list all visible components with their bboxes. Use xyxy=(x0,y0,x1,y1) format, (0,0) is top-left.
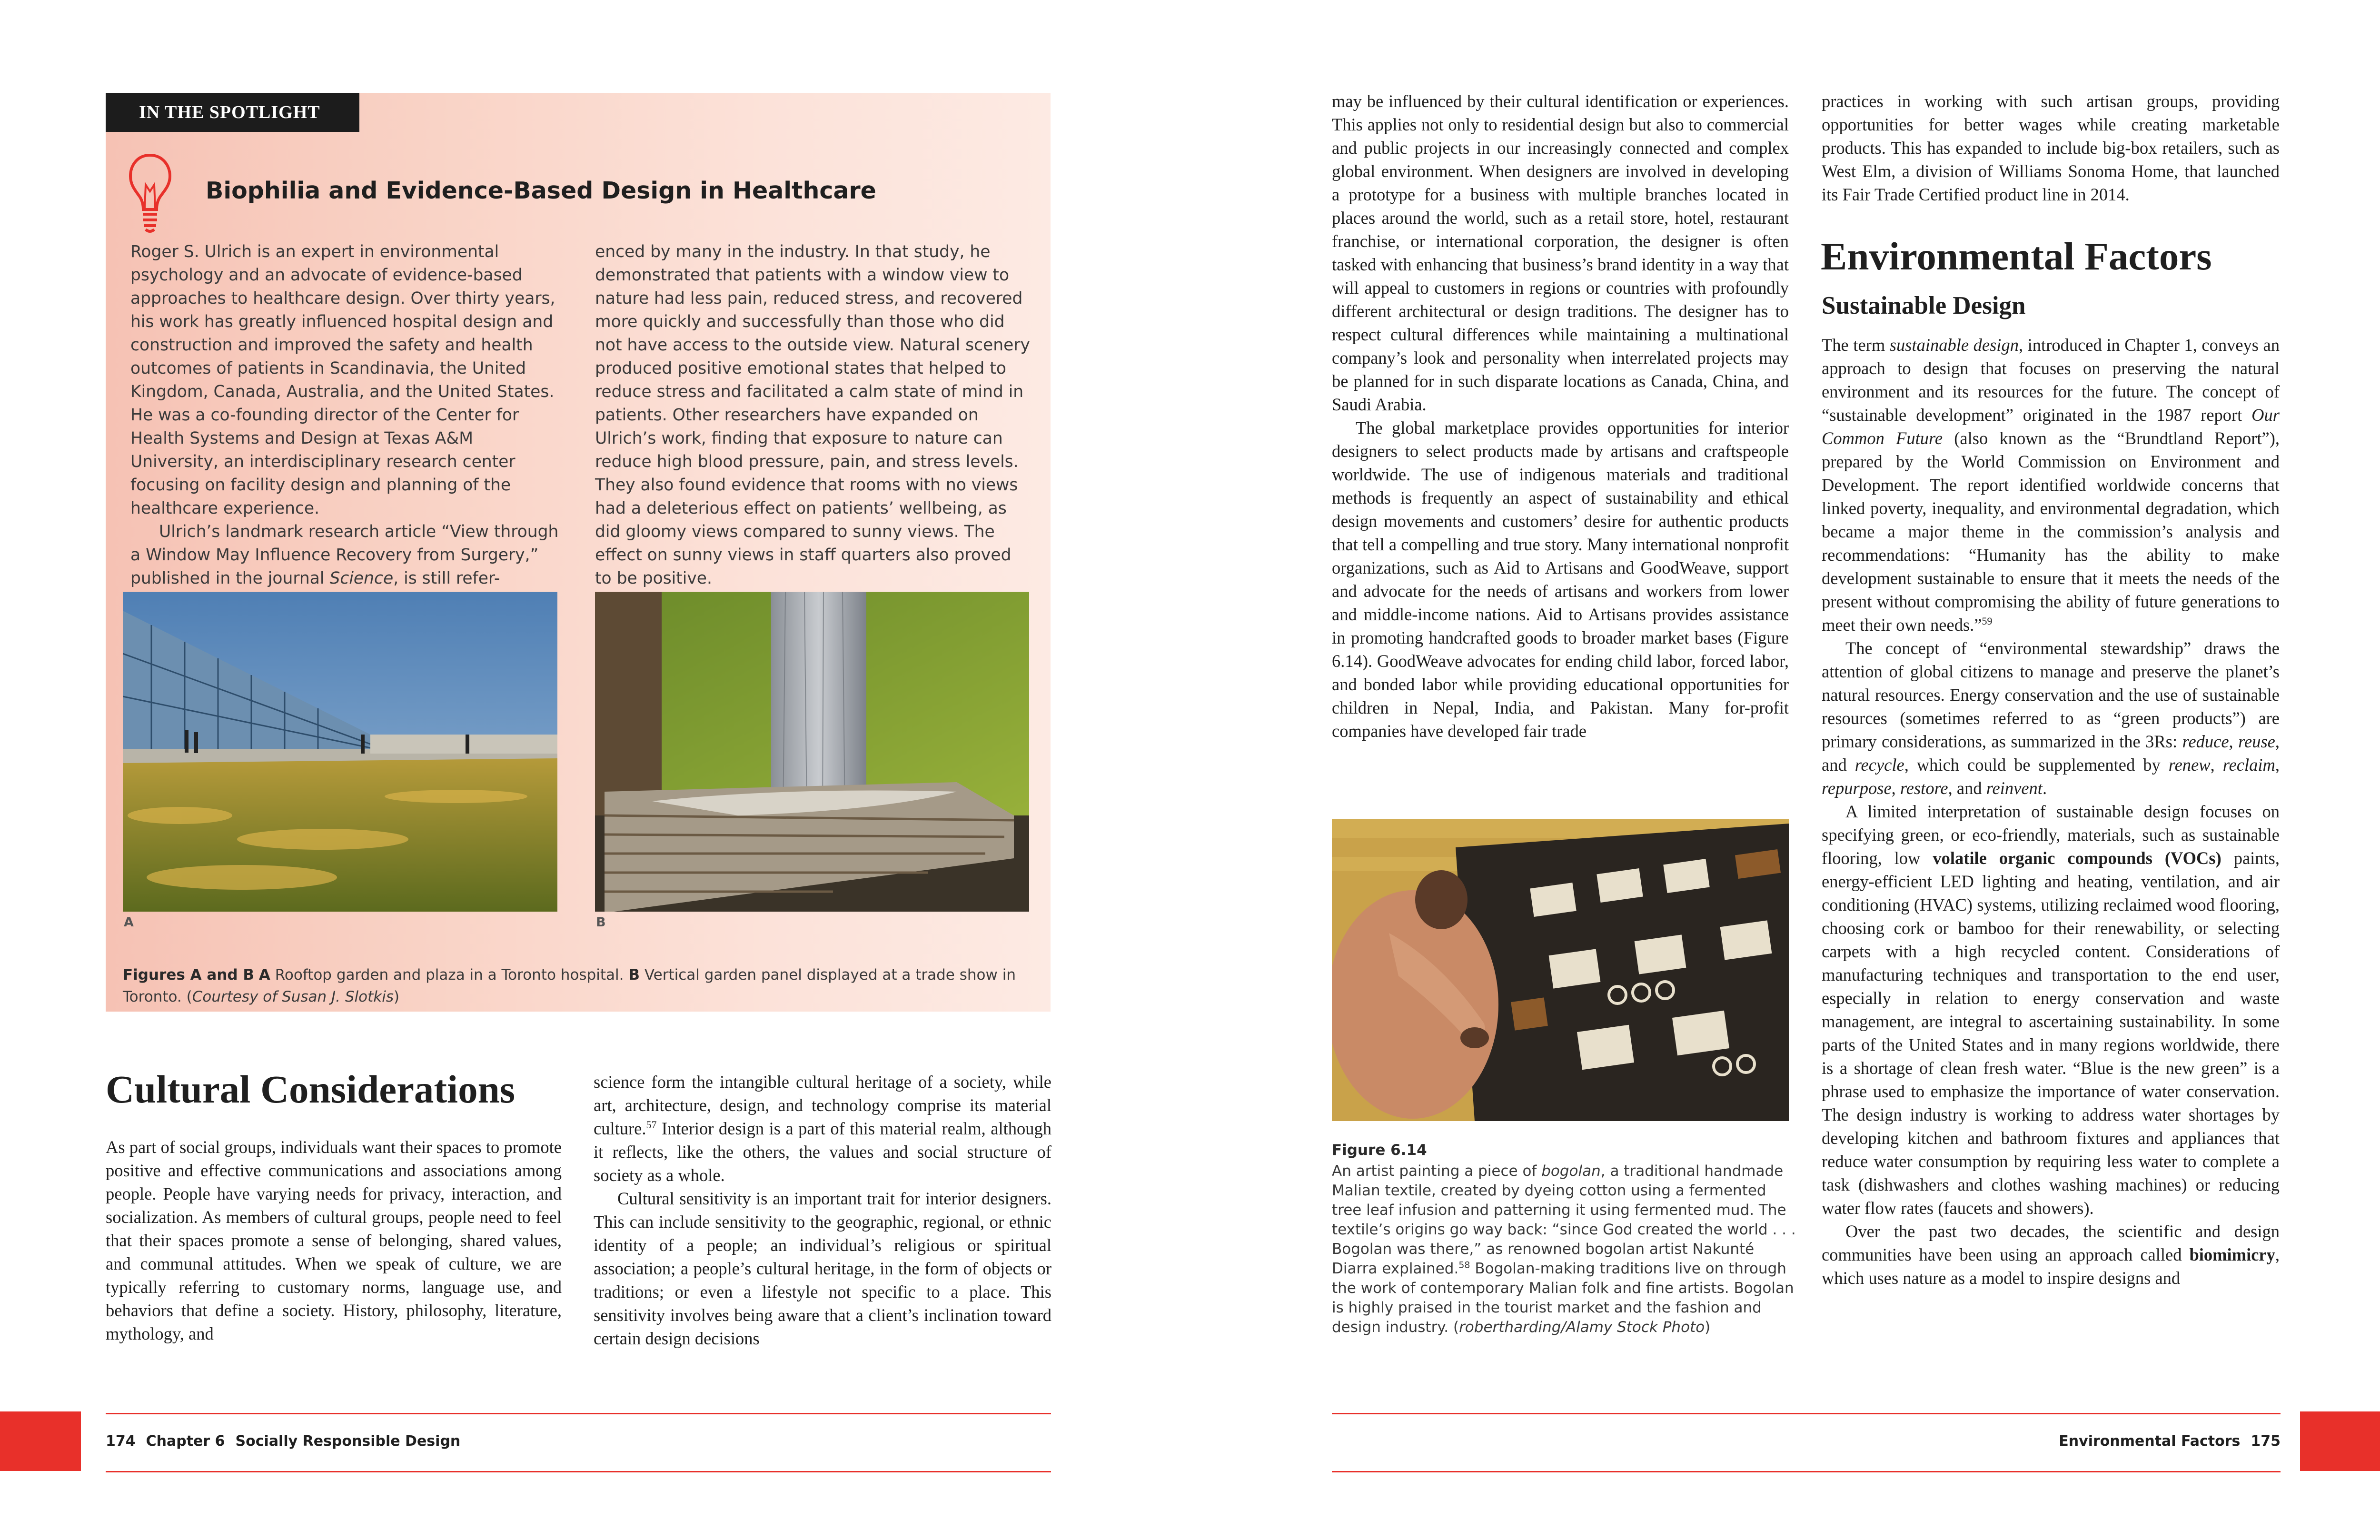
sustainable-paragraph-3: A limited interpretation of sustainable design focuses on specifying green, or eco-friendly, materials, such as sustainable flooring, low volatile organic compounds (VOCs) paints, energy-efficient LED lighting and heating, ventilation, and air conditioning (HVAC) systems, utilizing reclaimed wood flooring, choosing cork or bamboo for their renewability, or selecting carpets with a high recycled content. Considerations of manufacturing techniques and transportation to the end user, especially in relation to energy conservation and waste management, are integral to ascertaining sustainability. In some parts of the United States and in many regions worldwide, there is a shortage of clean fresh water. “Blue is the new green” is a phrase used to emphasize the importance of water conservation. The design industry is working to address water shortages by developing kitchen and bathroom fixtures and appliances that reduce water consumption by requiring less water to complete a task (dishwashers and clothes washing machines) or reducing water flow rates (faucets and showers). xyxy=(1822,802,2280,1218)
sustainable-paragraph-2: The concept of “environmental stewardship” draws the attention of global citizens to manage and preserve the planet’s natural resources. Energy conservation and the use of sustainable resources (sometimes referred to as “green products”) are primary considerations, as summarized in the 3Rs: reduce, reuse, and recycle, which could be supplemented by renew, reclaim, repurpose, restore, and reinvent. xyxy=(1822,638,2280,798)
spotlight-caption: Figures A and B A Rooftop garden and plaza in a Toronto hospital. B Vertical garden panel displayed at a trade show in Toronto. (Courtesy of Susan J. Slotkis) xyxy=(123,966,1016,1005)
figure-6-14-label: Figure 6.14 xyxy=(1332,1142,1427,1159)
heading-cultural-considerations: Cultural Considerations xyxy=(106,1067,516,1111)
figure-6-14-caption: An artist painting a piece of bogolan, a traditional handmade Malian textile, created by dyeing cotton using a fermented tree leaf infusion and patterning it using fermented mud. The textile’s origins go way back: “since God created the world . . . Bogolan was there,” as renowned bogolan artist Nakunté Diarra explained.$^{58}$ Bogolan-making traditions live on through the work of contemporary Malian folk and fine artists. Bogolan is highly praised in the tourist market and the fashion and design industry. (robertharding/Alamy Stock Photo) xyxy=(1332,1162,1796,1336)
photo-label-b: B xyxy=(596,915,606,930)
sustainable-paragraph-1: The term sustainable design, introduced in Chapter 1, conveys an approach to design that focuses on preserving the natural environment and its resources for the future. The concept of “sustainable development” originated in the 1987 report Our Common Future (also known as the “Brundtland Report”), prepared by the World Commission on Environment and Development. The report identified worldwide concerns that linked poverty, inequality, and environmental degradation, which became a major theme in the commission’s analysis and recommendations: “Humanity has the ability to make development sustainable to ensure that it meets the needs of the present without compromising the ability of future generations to meet their own needs.”$^{59}$ xyxy=(1822,335,2280,635)
footer-rule-bottom-left xyxy=(106,1471,1051,1472)
photo-bogolan-artist xyxy=(1332,819,1789,1121)
right-column-2-sustainable xyxy=(1822,333,2280,1290)
sustainable-paragraph-4: Over the past two decades, the scientific and design communities have been using an approach called biomimicry, which uses nature as a model to inspire designs and xyxy=(1822,1222,2280,1288)
photo-rooftop-garden xyxy=(123,592,557,912)
heading-sustainable-design: Sustainable Design xyxy=(1822,292,2026,319)
photo-label-a: A xyxy=(124,915,134,930)
footer-rule-top-left xyxy=(106,1413,1051,1414)
right-column-1 xyxy=(1332,89,1789,743)
spotlight-column-2 xyxy=(595,240,1033,590)
footer-rule-bottom-right xyxy=(1332,1471,2281,1472)
cultural-paragraph-1-start: As part of social groups, individuals want their spaces to promote positive and effective communications and associations among people. People have varying needs for privacy, interaction, and socialization. As members of cultural groups, people need to feel that their spaces promote a sense of belonging, shared values, and communal attitudes. When we speak of culture, we are typically referring to customary norms, language use, and behaviors that define a society. History, philosophy, literature, mythology, and xyxy=(106,1137,562,1343)
right-column-2-top xyxy=(1822,89,2280,206)
spotlight-column-1 xyxy=(130,240,561,590)
photo-vertical-garden xyxy=(595,592,1029,912)
footer-rule-top-right xyxy=(1332,1413,2281,1414)
cultural-paragraph-2: Cultural sensitivity is an important trait for interior designers. This can include sensitivity to the geographic, regional, or ethnic identity of a people; an individual’s religious or spiritual association; a people’s cultural heritage, in the form of objects or traditions; or even a lifestyle not specific to a place. This sensitivity involves being aware that a client’s inclination toward certain design decisions xyxy=(594,1189,1051,1348)
footer-folio-right: Environmental Factors 175 xyxy=(2059,1433,2281,1450)
spotlight-paragraph-2-start: Ulrich’s landmark research article “View through a Window May Influence Recovery from Surgery,” published in the journal Science, is still refer- xyxy=(130,522,559,588)
spotlight-paragraph-1: Roger S. Ulrich is an expert in environmental psychology and an advocate of evidence-based approaches to healthcare design. Over thirty years, his work has greatly influenced hospital design and construction and improved the safety and health outcomes of patients in Scandinavia, the United Kingdom, Canada, Australia, and the United States. He was a co-founding director of the Center for Health Systems and Design at Texas A&M University, an interdisciplinary research center focusing on facility design and planning of the healthcare experience. xyxy=(130,242,555,518)
cultural-paragraph-1-end: science form the intangible cultural heritage of a society, while art, architecture, design, and technology comprise its material culture.$^{57}$ Interior design is a part of this material realm, although it reflects, like the others, the values and social structure of society as a whole. xyxy=(594,1072,1051,1185)
right-paragraph-1: may be influenced by their cultural identification or experiences. This applies not only to residential design but also to commercial and public projects in our increasingly connected and complex global environment. When designers are involved in developing a prototype for a business with multiple branches located in places around the world, such as a retail store, hotel, restaurant franchise, or international corporation, the designer is often tasked with enhancing that business’s brand identity in a way that will appeal to customers in regions or countries with profoundly different architectural or design traditions. The designer has to respect cultural differences while maintaining a multinational company’s look and personality when interrelated projects may be planned for in such disparate locations as Canada, China, and Saudi Arabia. xyxy=(1332,91,1789,414)
lightbulb-icon xyxy=(128,151,173,235)
cultural-column-2 xyxy=(594,1070,1051,1350)
footer-folio-left: 174 Chapter 6 Socially Responsible Design xyxy=(106,1433,461,1450)
right-paragraph-2: The global marketplace provides opportunities for interior designers to select products made by artisans and craftspeople worldwide. The use of indigenous materials and traditional methods is frequently an aspect of sustainability and ethical design movements and customers’ desire for authentic products that tell a compelling and true story. Many international nonprofit organizations, such as Aid to Artisans and GoodWeave, support and advocate for the needs of artisans and workers from lower and middle-income nations. Aid to Artisans provides assistance in promoting handcrafted goods to broader market bases (Figure 6.14). GoodWeave advocates for ending child labor, forced labor, and bonded labor while providing educational opportunities for children in Nepal, India, and Pakistan. Many for-profit companies have developed fair trade xyxy=(1332,418,1789,741)
heading-environmental-factors: Environmental Factors xyxy=(1821,234,2212,278)
spotlight-tag: IN THE SPOTLIGHT xyxy=(106,93,359,132)
footer-tab-left xyxy=(0,1411,81,1471)
cultural-column-1 xyxy=(106,1135,562,1345)
right-paragraph-fair-trade-continued: practices in working with such artisan groups, providing opportunities for better wages while creating marketable products. This has expanded to include big-box retailers, such as West Elm, a division of Williams Sonoma Home, that launched its Fair Trade Certified product line in 2014. xyxy=(1822,91,2280,204)
spotlight-title: Biophilia and Evidence-Based Design in Healthcare xyxy=(206,177,876,204)
footer-tab-right xyxy=(2300,1411,2380,1471)
spotlight-paragraph-2-continued: enced by many in the industry. In that study, he demonstrated that patients with a window view to nature had less pain, reduced stress, and recovered more quickly and successfully than those who did not have access to the outside view. Natural scenery produced positive emotional states that helped to reduce stress and facilitated a calm state of mind in patients. Other researchers have expanded on Ulrich’s work, finding that exposure to nature can reduce high blood pressure, pain, and stress levels. They also found evidence that rooms with no views had a deleterious effect on patients’ wellbeing, as did gloomy views compared to sunny views. The effect on sunny views in staff quarters also proved to be positive. xyxy=(595,242,1030,588)
